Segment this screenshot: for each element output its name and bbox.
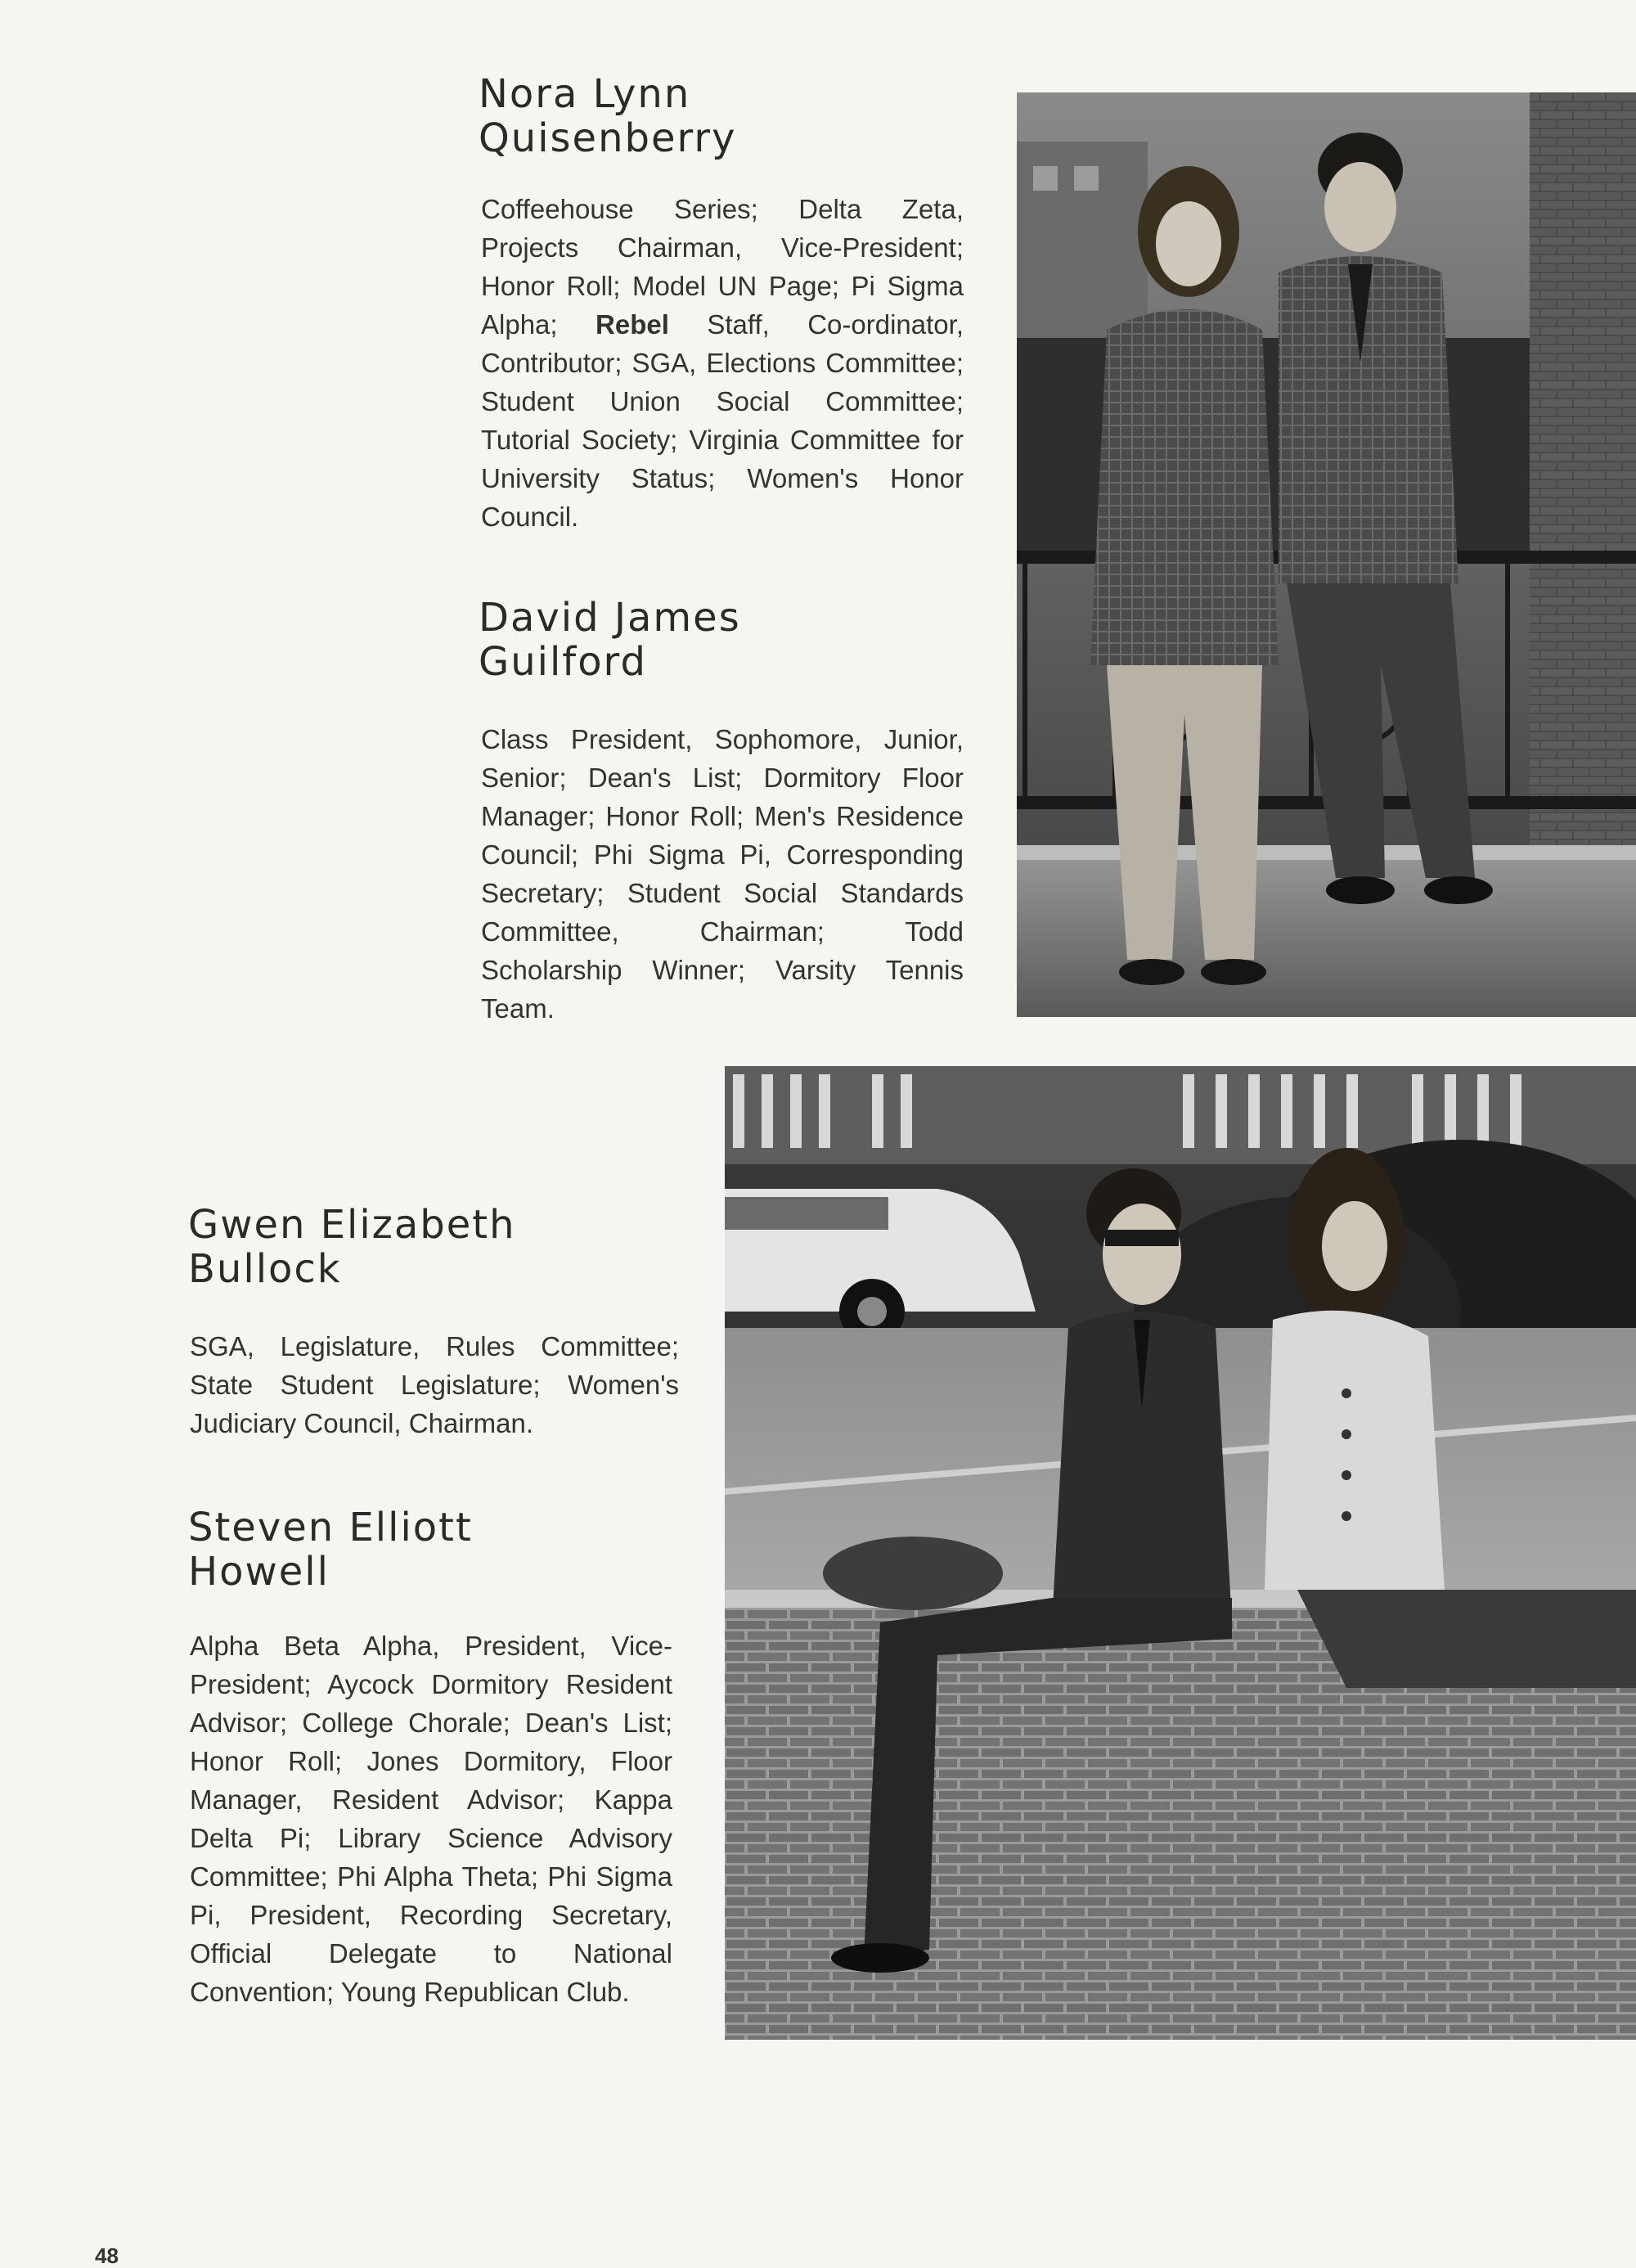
photo-couple-on-brick-wall: [725, 1066, 1636, 2040]
bio-gwen-bullock: SGA, Legislature, Rules Committee; State Student Legislature; Women's Judiciary Council, Chairman.: [190, 1331, 679, 1438]
photo-quisenberry-guilford: [1017, 92, 1636, 1017]
name-nora-quisenberry: [479, 72, 737, 160]
last-name-line: Guilford: [479, 639, 647, 685]
photo-couple-at-railing: [1017, 92, 1636, 1017]
last-name-line: Bullock: [188, 1246, 342, 1292]
name-gwen-bullock: [188, 1203, 516, 1291]
page-number: 48: [95, 2243, 119, 2268]
rebel-italic-title: Rebel: [596, 309, 669, 340]
first-name-line: Nora Lynn: [479, 71, 691, 117]
bio-steven-howell: Alpha Beta Alpha, President, Vice-President; Aycock Dormitory Resident Advisor; College Chorale; Dean's List; Honor Roll; Jones Dormitory, Floor Manager, Resident Advisor; Kappa Delta Pi; Library Science Advisory Committee; Phi Alpha Theta; Phi Sigma Pi, President, Recording Secretary, Official Delegate to National Convention; Young Republican Club.: [190, 1631, 672, 2007]
first-name-line: David James: [479, 595, 741, 641]
last-name-line: Howell: [188, 1549, 330, 1595]
name-steven-howell: [188, 1505, 473, 1594]
last-name-line: Quisenberry: [479, 115, 737, 161]
photo-bullock-howell: [725, 1066, 1636, 2040]
bio-nora-quisenberry: [481, 190, 964, 536]
first-name-line: Steven Elliott: [188, 1505, 473, 1550]
bio-david-guilford: Class President, Sophomore, Junior, Senior; Dean's List; Dormitory Floor Manager; Honor Roll; Men's Residence Council; Phi Sigma Pi, Corresponding Secretary; Student Social Standards Committee, Chairman; Todd Scholarship Winner; Varsity Tennis Team.: [481, 724, 964, 1024]
bio-text-continued: Staff, Co-ordinator, Contributor; SGA, Elections Committee; Student Union Social Committee; Tutorial Society; Virginia Committee for University Status; Women's Honor Council.: [481, 309, 964, 532]
first-name-line: Gwen Elizabeth: [188, 1202, 516, 1248]
name-david-guilford: [479, 596, 741, 684]
bio-text: Coffeehouse Series; Delta Zeta, Projects Chairman, Vice-President; Honor Roll; Model UN Page; Pi Sigma Alpha;: [481, 194, 964, 340]
